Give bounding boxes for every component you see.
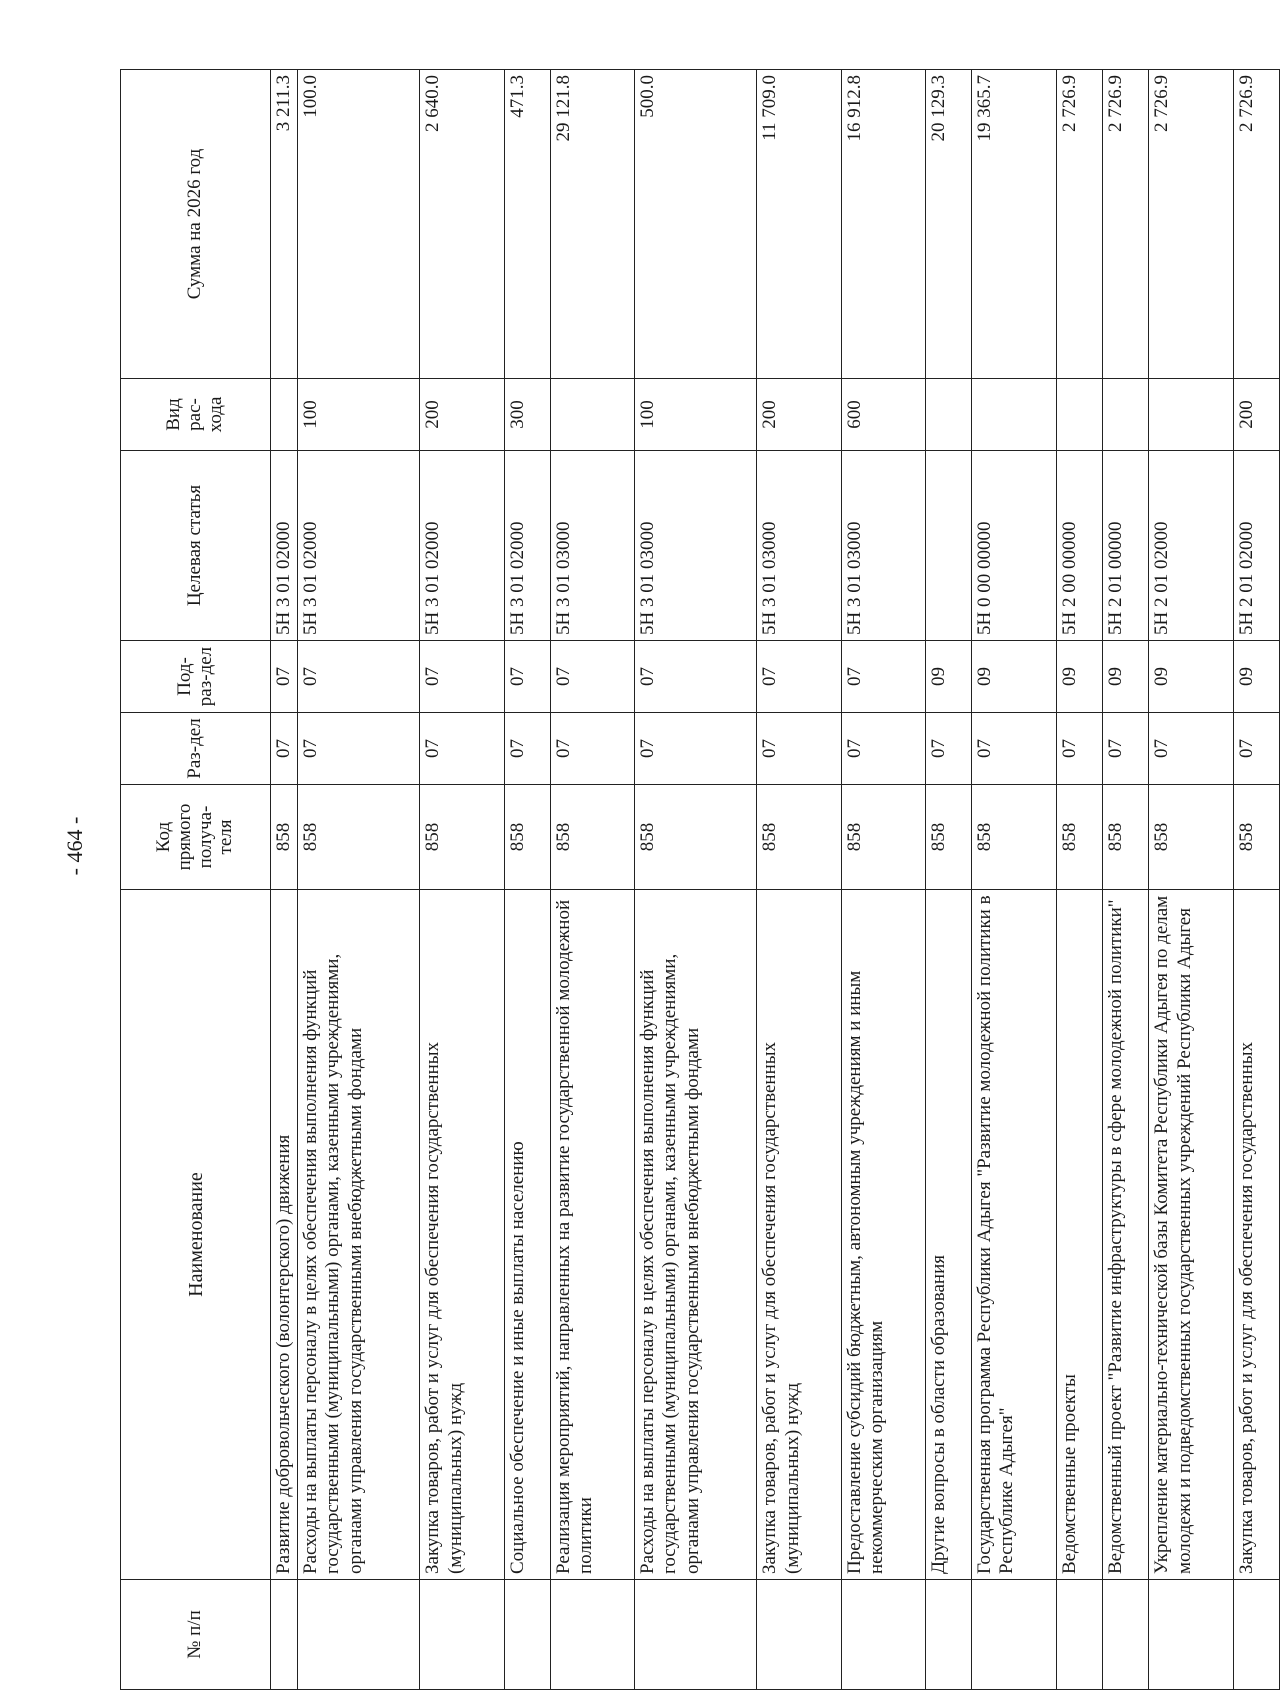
row-sum: 20 129.3 — [925, 70, 971, 379]
row-name: Реализация мероприятий, направленных на развитие государственной молодежной политики — [550, 890, 634, 1580]
row-code: 858 — [1233, 785, 1279, 890]
row-expense-type — [925, 379, 971, 451]
row-section: 07 — [1102, 713, 1148, 785]
row-sum: 11 709.0 — [757, 70, 841, 379]
row-target: 5Н 3 01 03000 — [550, 451, 634, 641]
row-subsection: 07 — [757, 641, 841, 713]
row-code: 858 — [1149, 785, 1233, 890]
row-target: 5Н 2 01 02000 — [1233, 451, 1279, 641]
row-name: Ведомственные проекты — [1056, 890, 1102, 1580]
row-target: 5Н 3 01 02000 — [271, 451, 298, 641]
row-expense-type: 200 — [757, 379, 841, 451]
row-section: 07 — [972, 713, 1056, 785]
row-expense-type: 100 — [635, 379, 757, 451]
row-target: 5Н 3 01 03000 — [635, 451, 757, 641]
row-num — [972, 1580, 1056, 1690]
table-row — [1233, 70, 1279, 1690]
row-num — [635, 1580, 757, 1690]
row-section: 07 — [757, 713, 841, 785]
row-sum: 19 365.7 — [972, 70, 1056, 379]
row-sum: 100.0 — [298, 70, 420, 379]
row-code: 858 — [757, 785, 841, 890]
row-name: Ведомственный проект "Развитие инфраструктуры в сфере молодежной политики" — [1102, 890, 1148, 1580]
row-subsection: 07 — [635, 641, 757, 713]
header-subsection: Под-раз-дел — [121, 641, 271, 713]
rotated-page — [120, 70, 1280, 1690]
table-row — [1149, 70, 1233, 1690]
row-section: 07 — [841, 713, 925, 785]
row-subsection: 09 — [1056, 641, 1102, 713]
row-subsection: 07 — [504, 641, 550, 713]
row-section: 07 — [1056, 713, 1102, 785]
row-num — [841, 1580, 925, 1690]
header-expense-type: Вид рас-хода — [121, 379, 271, 451]
row-code: 858 — [635, 785, 757, 890]
row-section: 07 — [550, 713, 634, 785]
header-code: Код прямого получа-теля — [121, 785, 271, 890]
row-subsection: 09 — [972, 641, 1056, 713]
row-code: 858 — [271, 785, 298, 890]
table-row — [1102, 70, 1148, 1690]
row-sum: 2 726.9 — [1056, 70, 1102, 379]
row-target: 5Н 3 01 03000 — [757, 451, 841, 641]
row-code: 858 — [298, 785, 420, 890]
row-num — [550, 1580, 634, 1690]
row-code: 858 — [504, 785, 550, 890]
row-section: 07 — [635, 713, 757, 785]
row-subsection: 09 — [1233, 641, 1279, 713]
row-name: Другие вопросы в области образования — [925, 890, 971, 1580]
row-subsection: 07 — [271, 641, 298, 713]
row-num — [298, 1580, 420, 1690]
header-sum: Сумма на 2026 год — [121, 70, 271, 379]
row-code: 858 — [1102, 785, 1148, 890]
row-subsection: 09 — [1149, 641, 1233, 713]
row-sum: 2 640.0 — [420, 70, 504, 379]
table-row — [504, 70, 550, 1690]
row-subsection: 07 — [420, 641, 504, 713]
row-sum: 2 726.9 — [1149, 70, 1233, 379]
budget-table — [120, 69, 1280, 1690]
row-name: Государственная программа Республики Адыгея "Развитие молодежной политики в Республике Адыгея" — [972, 890, 1056, 1580]
row-target: 5Н 3 01 02000 — [504, 451, 550, 641]
header-section: Раз-дел — [121, 713, 271, 785]
row-expense-type — [1056, 379, 1102, 451]
row-sum: 16 912.8 — [841, 70, 925, 379]
row-expense-type — [1102, 379, 1148, 451]
row-section: 07 — [504, 713, 550, 785]
table-row — [841, 70, 925, 1690]
table-row — [757, 70, 841, 1690]
row-target: 5Н 3 01 02000 — [298, 451, 420, 641]
row-expense-type: 300 — [504, 379, 550, 451]
row-num — [1149, 1580, 1233, 1690]
row-name: Укрепление материально-технической базы Комитета Республики Адыгея по делам молодежи и подведомственных государственных учреждений Республики Адыгея — [1149, 890, 1233, 1580]
row-name: Закупка товаров, работ и услуг для обеспечения государственных (муниципальных) нужд — [757, 890, 841, 1580]
row-target: 5Н 3 01 02000 — [420, 451, 504, 641]
row-target: 5Н 3 01 03000 — [841, 451, 925, 641]
row-subsection: 07 — [298, 641, 420, 713]
table-row — [298, 70, 420, 1690]
row-name: Расходы на выплаты персоналу в целях обеспечения выполнения функций государственными (муниципальными) органами, казенными учреждениями, органами управления государственными внебюджетными фондами — [298, 890, 420, 1580]
row-code: 858 — [925, 785, 971, 890]
row-target: 5Н 2 00 00000 — [1056, 451, 1102, 641]
row-code: 858 — [550, 785, 634, 890]
row-sum: 500.0 — [635, 70, 757, 379]
row-name: Расходы на выплаты персоналу в целях обеспечения выполнения функций государственными (муниципальными) органами, казенными учреждениями, органами управления государственными внебюджетными фондами — [635, 890, 757, 1580]
row-expense-type — [271, 379, 298, 451]
table-row — [972, 70, 1056, 1690]
table-row — [550, 70, 634, 1690]
row-code: 858 — [841, 785, 925, 890]
table-row — [1056, 70, 1102, 1690]
row-expense-type — [550, 379, 634, 451]
row-subsection: 09 — [1102, 641, 1148, 713]
row-num — [1056, 1580, 1102, 1690]
header-num: № п/п — [121, 1580, 271, 1690]
row-target: 5Н 2 01 00000 — [1102, 451, 1148, 641]
row-name: Развитие добровольческого (волонтерского) движения — [271, 890, 298, 1580]
row-num — [271, 1580, 298, 1690]
row-expense-type — [972, 379, 1056, 451]
row-num — [925, 1580, 971, 1690]
row-num — [1233, 1580, 1279, 1690]
row-name: Закупка товаров, работ и услуг для обеспечения государственных — [1233, 890, 1279, 1580]
row-section: 07 — [1233, 713, 1279, 785]
row-section: 07 — [420, 713, 504, 785]
row-expense-type: 200 — [420, 379, 504, 451]
row-section: 07 — [298, 713, 420, 785]
page-number: - 464 - — [62, 816, 87, 876]
row-target — [925, 451, 971, 641]
row-code: 858 — [972, 785, 1056, 890]
row-expense-type: 100 — [298, 379, 420, 451]
row-section: 07 — [271, 713, 298, 785]
row-subsection: 09 — [925, 641, 971, 713]
table-row — [271, 70, 298, 1690]
row-sum: 3 211.3 — [271, 70, 298, 379]
table-row — [420, 70, 504, 1690]
row-num — [420, 1580, 504, 1690]
row-expense-type: 200 — [1233, 379, 1279, 451]
row-sum: 2 726.9 — [1233, 70, 1279, 379]
row-subsection: 07 — [841, 641, 925, 713]
table-row — [635, 70, 757, 1690]
row-section: 07 — [925, 713, 971, 785]
row-code: 858 — [420, 785, 504, 890]
row-sum: 2 726.9 — [1102, 70, 1148, 379]
row-expense-type — [1149, 379, 1233, 451]
row-section: 07 — [1149, 713, 1233, 785]
row-name: Закупка товаров, работ и услуг для обеспечения государственных (муниципальных) нужд — [420, 890, 504, 1580]
row-num — [504, 1580, 550, 1690]
row-sum: 29 121.8 — [550, 70, 634, 379]
row-num — [757, 1580, 841, 1690]
row-sum: 471.3 — [504, 70, 550, 379]
row-code: 858 — [1056, 785, 1102, 890]
row-name: Социальное обеспечение и иные выплаты населению — [504, 890, 550, 1580]
row-num — [1102, 1580, 1148, 1690]
row-target: 5Н 0 00 00000 — [972, 451, 1056, 641]
row-expense-type: 600 — [841, 379, 925, 451]
header-name: Наименование — [121, 890, 271, 1580]
table-header-row — [121, 70, 271, 1690]
row-name: Предоставление субсидий бюджетным, автономным учреждениям и иным некоммерческим организациям — [841, 890, 925, 1580]
header-target: Целевая статья — [121, 451, 271, 641]
row-target: 5Н 2 01 02000 — [1149, 451, 1233, 641]
table-row — [925, 70, 971, 1690]
row-subsection: 07 — [550, 641, 634, 713]
